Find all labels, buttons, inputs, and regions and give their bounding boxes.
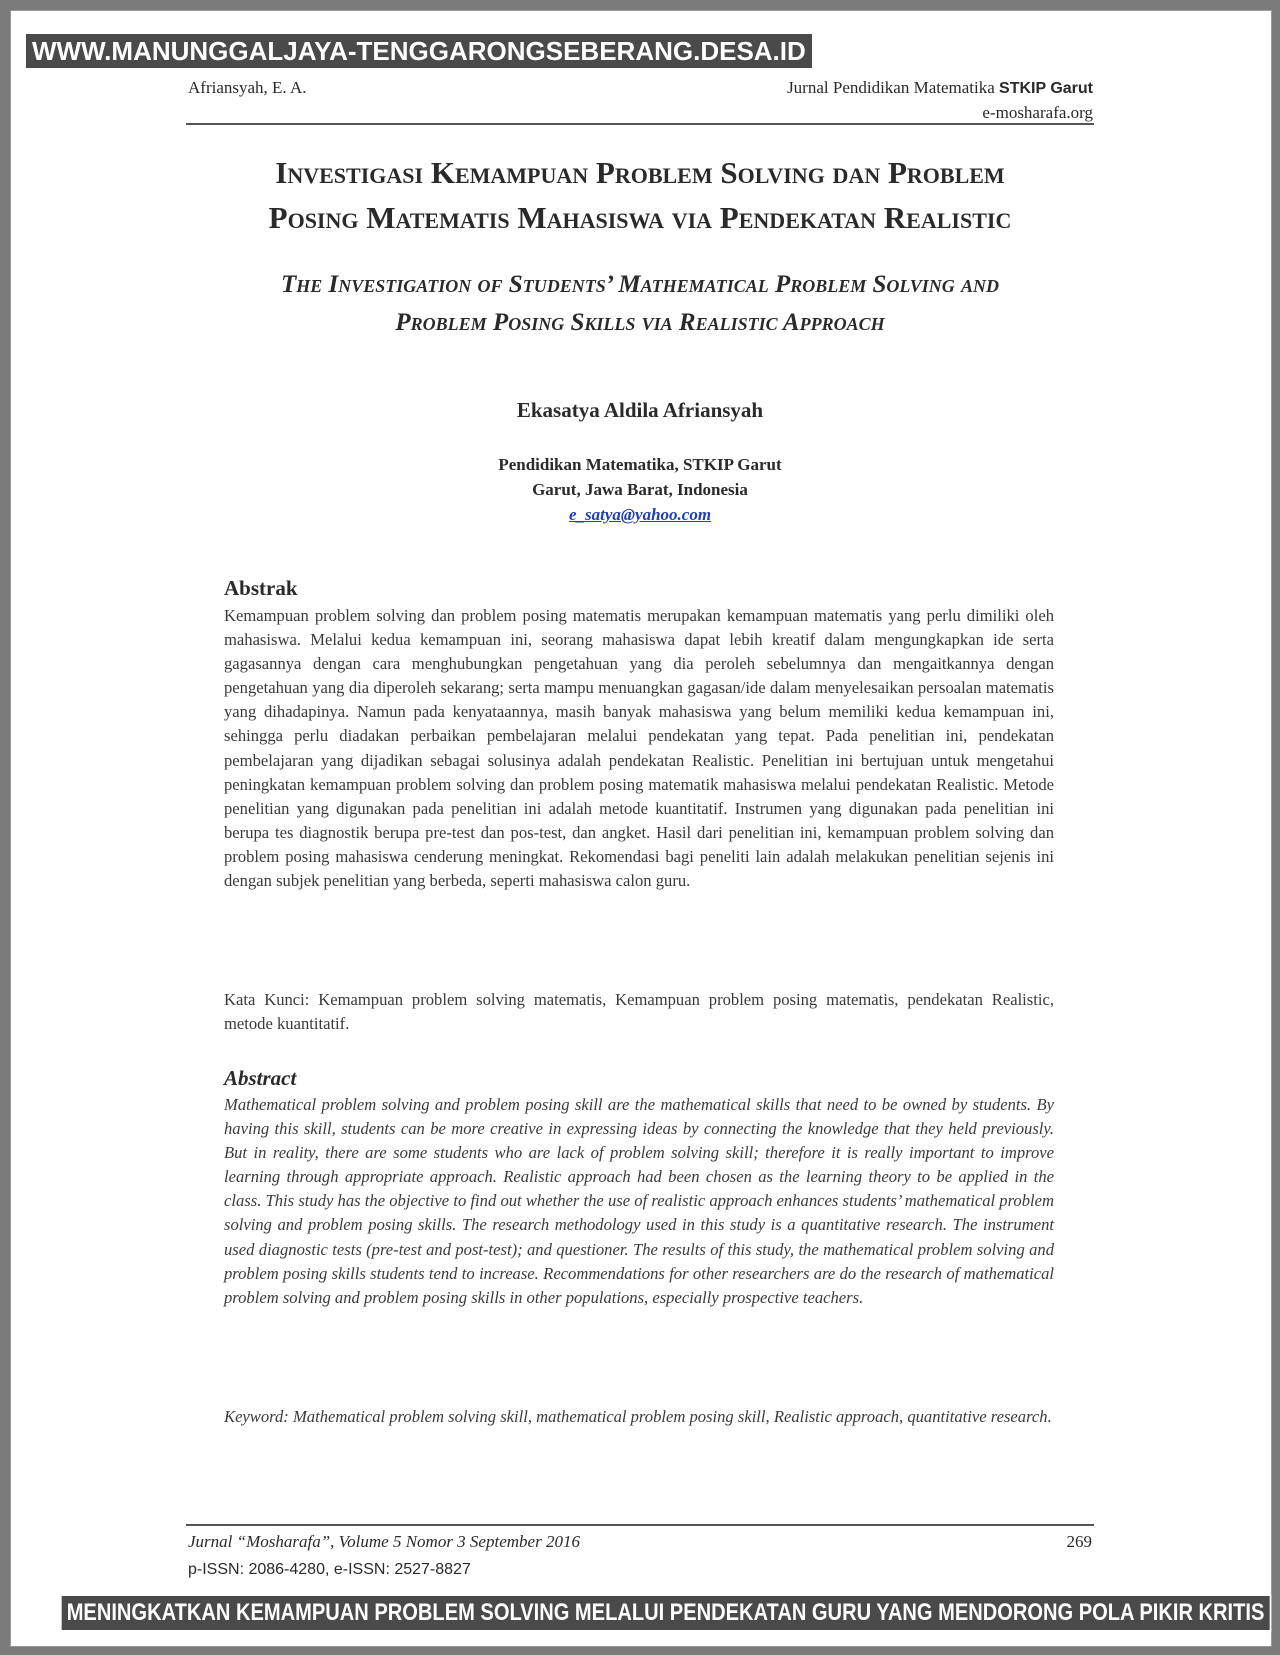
header-rule — [186, 123, 1094, 125]
abstrak-body: Kemampuan problem solving dan problem posing matematis merupakan kemampuan matematis yang perlu dimiliki oleh mahasiswa. Melalui kedua kemampuan ini, seorang mahasiswa dapat lebih kreatif dalam mengungkapkan ide serta gagasannya dengan cara menghubungkan pengetahuan yang dia peroleh sebelumnya dan mengaitkannya dengan pengetahuan yang dia diperoleh sekarang; serta mampu menuangkan gagasan/ide dalam menyelesaikan persoalan matematis yang dihadapinya. Namun pada kenyataannya, masih banyak mahasiswa yang belum memiliki kedua kemampuan ini, sehingga perlu diadakan perbaikan pembelajaran melalui pendekatan yang tepat. Pada penelitian ini, pendekatan pembelajaran yang dijadikan sebagai solusinya adalah pendekatan Realistic. Penelitian ini bertujuan untuk mengetahui peningkatan kemampuan problem solving dan problem posing matematik mahasiswa melalui pendekatan Realistic. Metode penelitian yang digunakan pada penelitian ini adalah metode kuantitatif. Instrumen yang digunakan pada penelitian ini berupa tes diagnostik berupa pre-test dan pos-test, dan angket. Hasil dari penelitian ini, kemampuan problem solving dan problem posing mahasiswa cenderung meningkat. Rekomendasi bagi peneliti lain adalah melakukan penelitian sejenis ini dengan subjek penelitian yang berbeda, seperti mahasiswa calon guru. — [224, 606, 1054, 891]
footer-journal: Jurnal “Mosharafa”, Volume 5 Nomor 3 September 2016 — [188, 1532, 580, 1551]
journal-site: e-mosharafa.org — [982, 103, 1093, 122]
affiliation-location: Garut, Jawa Barat, Indonesia — [532, 480, 748, 499]
site-url-banner[interactable]: WWW.MANUNGGALJAYA-TENGGARONGSEBERANG.DESA.ID — [24, 32, 814, 70]
abstrak-keywords: Kata Kunci: Kemampuan problem solving matematis, Kemampuan problem posing matematis, pendekatan Realistic, metode kuantitatif. — [224, 990, 1054, 1034]
author-name: Ekasatya Aldila Afriansyah — [516, 398, 764, 422]
article-title-banner[interactable]: MENINGKATKAN KEMAMPUAN PROBLEM SOLVING MELALUI PENDEKATAN GURU YANG MENDORONG POLA PIKIR KRITIS — [60, 1594, 1271, 1632]
running-head-author: Afriansyah, E. A. — [188, 78, 307, 97]
author-email-link[interactable]: e_satya@yahoo.com — [568, 505, 712, 524]
abstract-body: Mathematical problem solving and problem posing skill are the mathematical skills that need to be owned by students. By having this skill, students can be more creative in expressing ideas by connecting the knowledge that they held previously. But in reality, there are some students who are lack of problem solving skill; therefore it is really important to improve learning through appropriate approach. Realistic approach had been chosen as the learning theory to be applied in the class. This study has the objective to find out whether the use of realistic approach enhances students’ mathematical problem solving and problem posing skills. The research methodology used in this study is a quantitative research. The instrument used diagnostic tests (pre-test and post-test); and questioner. The results of this study, the mathematical problem solving and problem posing skills students tend to increase. Recommendations for other researchers are do the research of mathematical problem solving and problem posing skills in other populations, especially prospective teachers. — [224, 1095, 1054, 1307]
footer-issn: p-ISSN: 2086-4280, e-ISSN: 2527-8827 — [188, 1561, 471, 1578]
abstract-keywords: Keyword: Mathematical problem solving skill, mathematical problem posing skill, Realistic approach, quantitative research. — [224, 1407, 1052, 1426]
journal-institution: STKIP Garut — [999, 80, 1093, 97]
journal-name: Jurnal Pendidikan Matematika — [787, 78, 1000, 97]
title-id-line: Investigasi Kemampuan Problem Solving dan Problem — [275, 155, 1005, 190]
title-id-line: Posing Matematis Mahasiswa via Pendekatan Realistic — [268, 200, 1012, 235]
title-en-line: Problem Posing Skills via Realistic Approach — [395, 309, 885, 336]
author-affiliation — [150, 452, 1130, 527]
title-indonesian — [150, 150, 1130, 240]
title-en-line: The Investigation of Students’ Mathematical Problem Solving and — [281, 271, 999, 298]
abstract-heading: Abstract — [224, 1066, 297, 1090]
page-number: 269 — [1066, 1532, 1092, 1551]
abstrak-heading: Abstrak — [224, 576, 298, 600]
title-english — [150, 266, 1130, 342]
running-head-journal — [706, 76, 1093, 125]
affiliation-dept: Pendidikan Matematika, STKIP Garut — [498, 455, 782, 474]
footer-citation — [188, 1528, 580, 1584]
footer-rule — [186, 1524, 1094, 1526]
